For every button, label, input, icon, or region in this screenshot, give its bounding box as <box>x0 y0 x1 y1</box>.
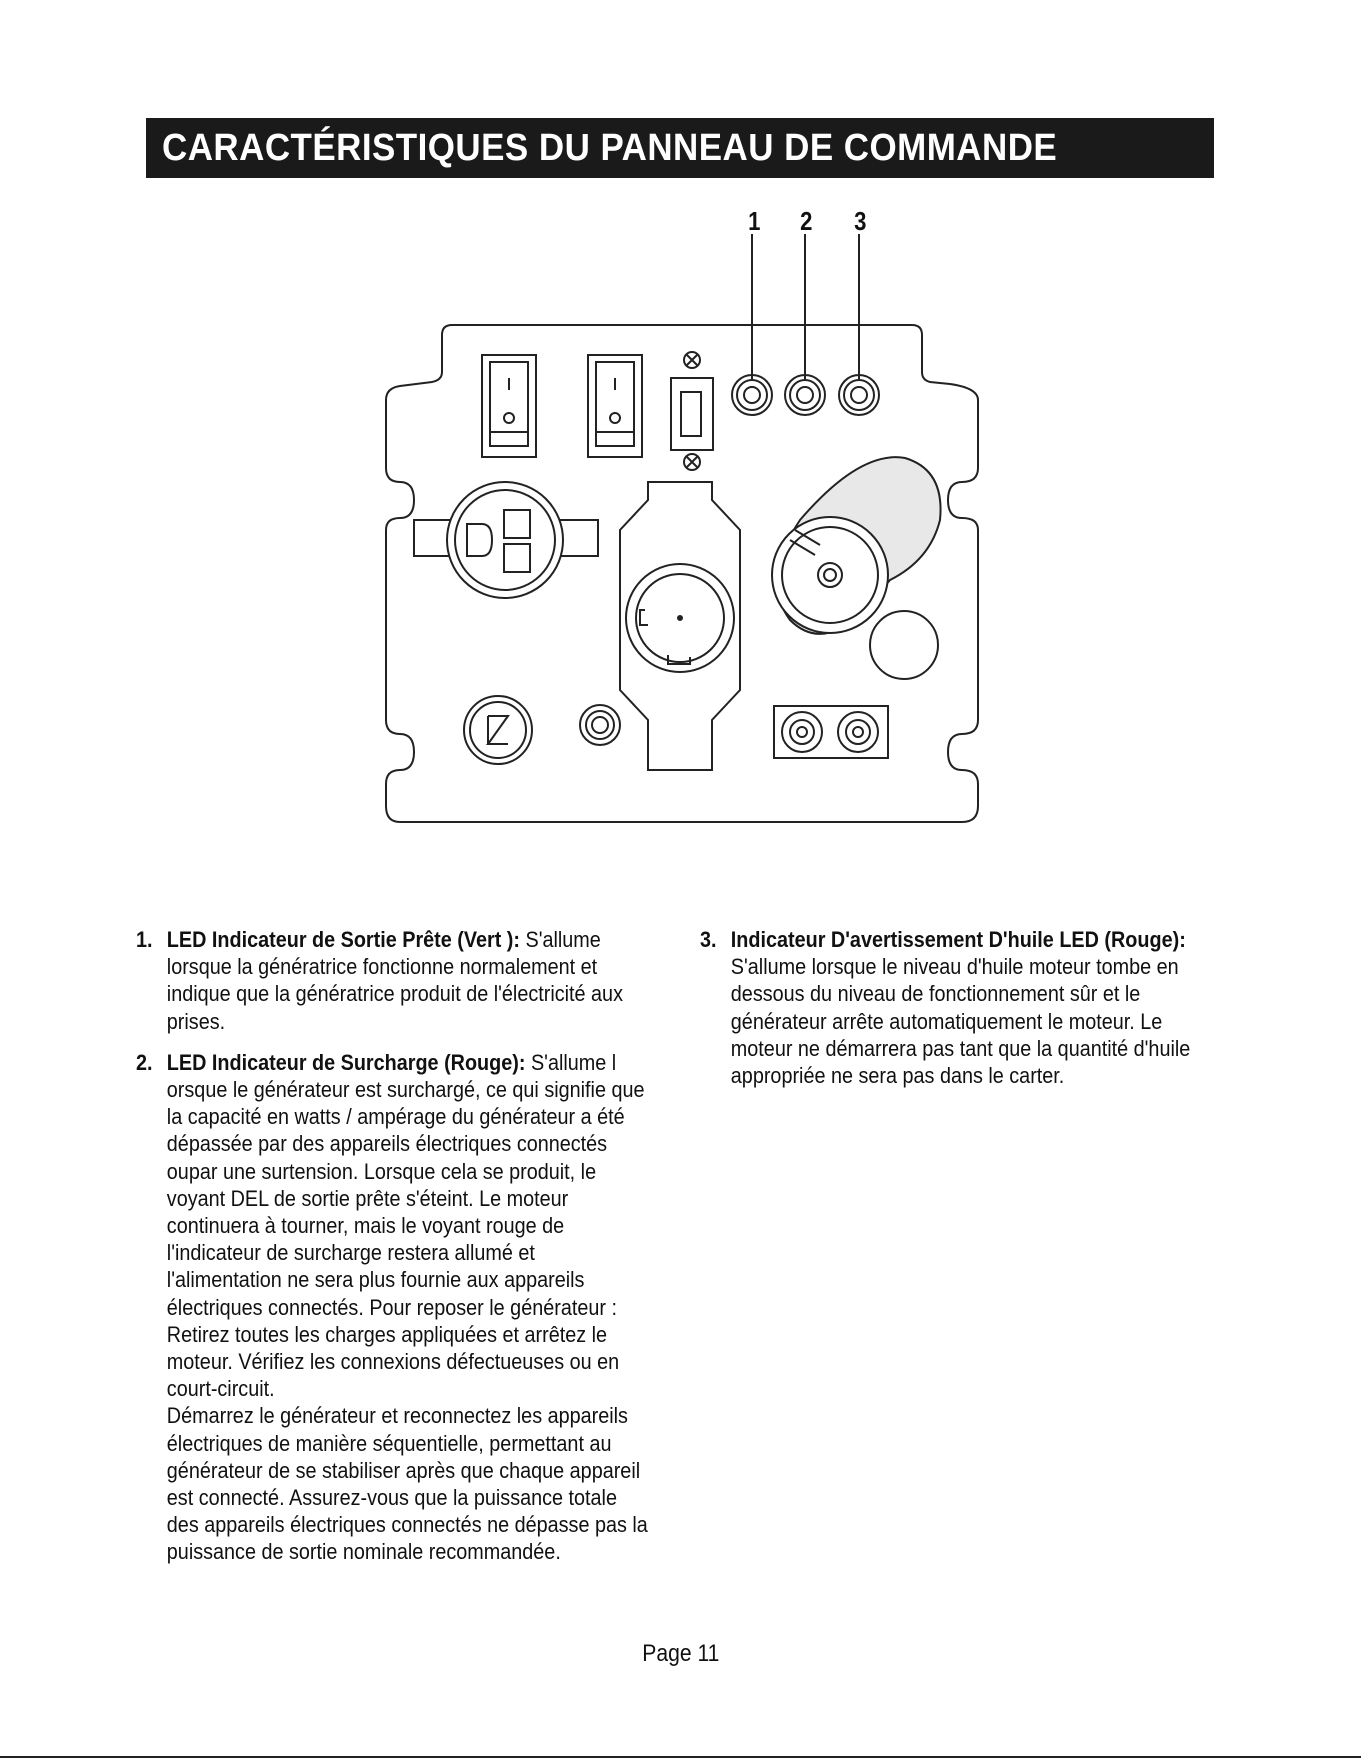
twist-lock-outlet <box>620 482 740 770</box>
callout-number-2: 2 <box>800 206 813 236</box>
ground-terminal <box>580 705 620 745</box>
engine-switch-knob <box>772 457 941 679</box>
economy-switch <box>464 696 532 764</box>
item-text: S'allume lorsque le niveau d'huile moteur tombe en dessous du niveau de fonctionnement sûr et le générateur arrête automatiquement le moteur. Le moteur ne démarrera pas tant que la quantité d'huile appropriée ne sera pas dans le carter. <box>730 954 1191 1089</box>
callout-number-1: 1 <box>748 206 761 236</box>
descriptions-right-column <box>700 926 1215 1103</box>
rocker-switch-1 <box>482 355 536 457</box>
item-text: S'allume lorsque la génératrice fonctionne normalement et indique que la génératrice produit de l'électricité aux prises. <box>166 927 623 1034</box>
description-item-1 <box>136 926 651 1035</box>
item-number: 1. <box>136 927 153 952</box>
section-title-bar <box>146 118 1214 178</box>
section-title: CARACTÉRISTIQUES DU PANNEAU DE COMMANDE <box>162 127 1058 169</box>
item-heading: LED Indicateur de Surcharge (Rouge): <box>166 1049 526 1075</box>
item-extra-paragraph: Démarrez le générateur et reconnectez les appareils électriques de manière séquentielle, permettant au générateur de se stabiliser après que chaque appareil est connecté. Assurez-vous que la puissance totale des appareils électriques connectés ne dépasse pas la puissance de sortie nominale recommandée. <box>166 1403 648 1565</box>
item-number: 2. <box>136 1049 153 1075</box>
bottom-rule <box>0 1756 1361 1758</box>
item-text: S'allume l orsque le générateur est surchargé, ce qui signifie que la capacité en watts / ampérage du générateur a été dépassée par des appareils électriques connectés oupar une surtension. Lorsque cela se produit, le voyant DEL de sortie prête s'éteint. Le moteur continuera à tourner, mais le voyant rouge de l'indicateur de surcharge restera allumé et l'alimentation ne sera plus fournie aux appareils électriques connectés. Pour reposer le générateur : Retirez toutes les charges appliquées et arrêtez le moteur. Vérifiez les connexions défectueuses ou en court-circuit. <box>166 1049 645 1402</box>
led-indicator-1 <box>732 375 772 415</box>
item-heading: LED Indicateur de Sortie Prête (Vert ): <box>166 927 520 952</box>
usb-port <box>671 352 713 470</box>
led-indicator-2 <box>785 375 825 415</box>
page-footer <box>0 1640 1361 1668</box>
descriptions-left-column <box>136 926 651 1580</box>
item-number: 3. <box>700 927 717 952</box>
control-panel-diagram <box>370 200 990 840</box>
page-number: Page 11 <box>641 1640 720 1667</box>
description-item-2 <box>136 1049 651 1566</box>
callout-number-3: 3 <box>854 206 867 236</box>
description-item-3 <box>700 926 1215 1089</box>
dc-outlet <box>414 482 598 598</box>
rocker-switch-2 <box>588 355 642 457</box>
led-indicator-3 <box>839 375 879 415</box>
parallel-ports <box>774 706 888 758</box>
item-heading: Indicateur D'avertissement D'huile LED (Rouge): <box>730 927 1186 952</box>
